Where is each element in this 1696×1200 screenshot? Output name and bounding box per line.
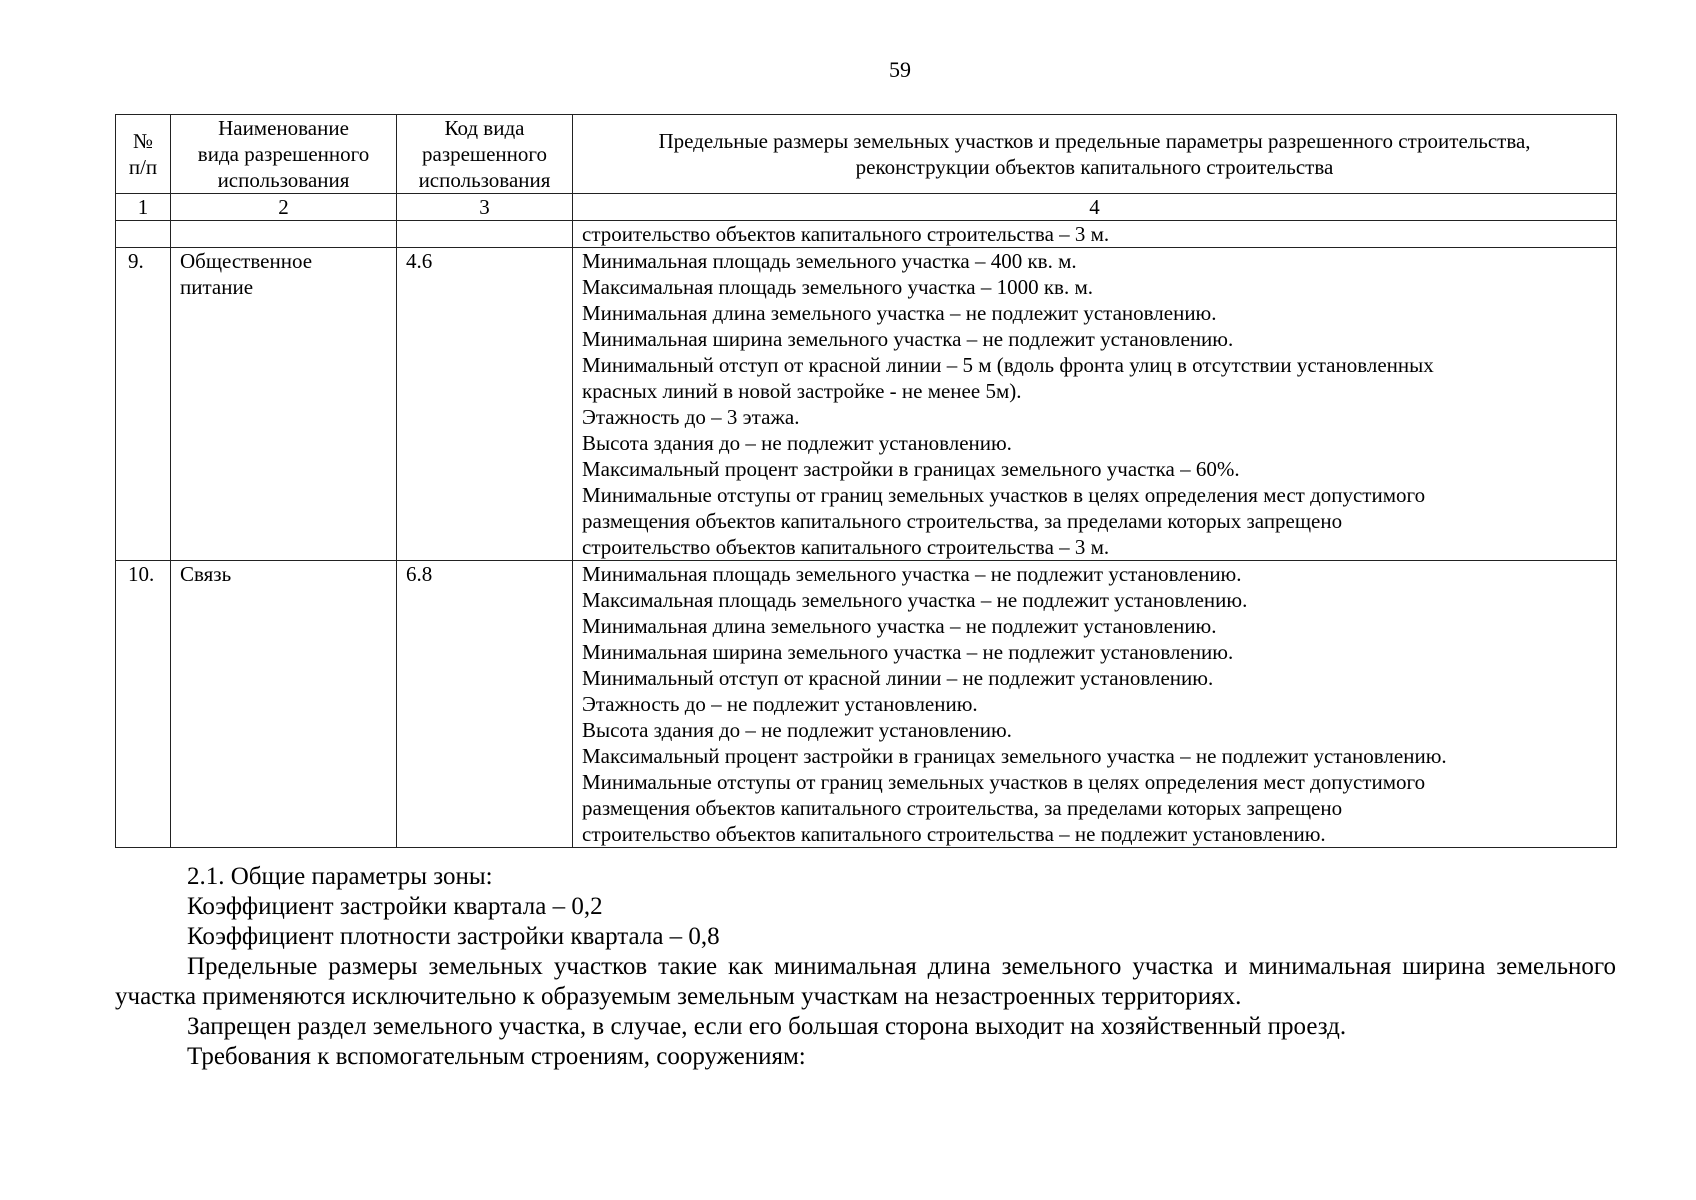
parameter-line: Минимальная ширина земельного участка – не подлежит установлению.	[582, 327, 1234, 351]
row-number-cell: 10.	[116, 561, 171, 848]
column-number-row	[116, 194, 1617, 221]
use-code-cell	[397, 221, 573, 248]
header-use-code: Код вида разрешенного использования	[397, 115, 573, 194]
table-row	[116, 561, 1617, 848]
column-number: 1	[116, 194, 171, 221]
parameter-line: Минимальные отступы от границ земельных участков в целях определения мест допустимого	[582, 770, 1426, 794]
body-paragraph: Запрещен раздел земельного участка, в случае, если его большая сторона выходит на хозяйственный проезд.	[187, 1013, 1347, 1040]
parameter-line: Максимальная площадь земельного участка – не подлежит установлению.	[582, 588, 1248, 612]
parameter-line: Минимальная ширина земельного участка – не подлежит установлению.	[582, 640, 1234, 664]
header-parameters: Предельные размеры земельных участков и предельные параметры разрешенного строительства, реконструкции объектов капитального строительства	[573, 115, 1617, 194]
use-name-cell: Общественное питание	[171, 248, 397, 561]
parameter-line: Минимальные отступы от границ земельных участков в целях определения мест допустимого	[582, 483, 1426, 507]
use-code-cell: 6.8	[397, 561, 573, 848]
body-paragraph: Требования к вспомогательным строениям, сооружениям:	[187, 1043, 806, 1070]
parameter-line: размещения объектов капитального строительства, за пределами которых запрещено	[582, 796, 1343, 820]
header-use-name: Наименование вида разрешенного использования	[171, 115, 397, 194]
use-code-cell: 4.6	[397, 248, 573, 561]
parameters-cell	[573, 221, 1617, 248]
parameter-line: строительство объектов капитального строительства – 3 м.	[582, 535, 1110, 559]
parameter-line: Максимальный процент застройки в границах земельного участка – не подлежит установлению.	[582, 744, 1447, 768]
parameters-cell	[573, 561, 1617, 848]
body-paragraph: Предельные размеры земельных участков такие как минимальная длина земельного участка и минимальная ширина земельного участка применяются исключительно к образуемым земельным участкам на незастроенных территориях.	[115, 953, 1616, 1010]
column-number: 4	[573, 194, 1617, 221]
zone-parameters-table	[115, 114, 1617, 848]
parameter-line: Высота здания до – не подлежит установлению.	[582, 431, 1012, 455]
parameter-line: Высота здания до – не подлежит установлению.	[582, 718, 1012, 742]
body-paragraph: Коэффициент застройки квартала – 0,2	[187, 893, 603, 920]
parameter-line: размещения объектов капитального строительства, за пределами которых запрещено	[582, 509, 1343, 533]
parameter-line: Минимальный отступ от красной линии – не подлежит установлению.	[582, 666, 1214, 690]
table-header-row	[116, 115, 1617, 194]
page-number: 59	[889, 57, 911, 82]
parameter-line: Минимальная длина земельного участка – не подлежит установлению.	[582, 301, 1217, 325]
parameter-line: строительство объектов капитального строительства – не подлежит установлению.	[582, 822, 1326, 846]
parameter-line: Этажность до – не подлежит установлению.	[582, 692, 978, 716]
row-number-cell	[116, 221, 171, 248]
use-name-cell	[171, 221, 397, 248]
row-number-cell: 9.	[116, 248, 171, 561]
zone-general-parameters	[115, 862, 1616, 1072]
parameter-line: красных линий в новой застройке - не менее 5м).	[582, 379, 1022, 403]
column-number: 2	[171, 194, 397, 221]
section-heading: 2.1. Общие параметры зоны:	[187, 863, 493, 890]
parameter-line: Максимальный процент застройки в границах земельного участка – 60%.	[582, 457, 1240, 481]
body-paragraph: Коэффициент плотности застройки квартала – 0,8	[187, 923, 720, 950]
column-number: 3	[397, 194, 573, 221]
table-row	[116, 248, 1617, 561]
parameter-line: Минимальный отступ от красной линии – 5 м (вдоль фронта улиц в отсутствии установленных	[582, 353, 1434, 377]
table-row-continuation	[116, 221, 1617, 248]
parameter-line: строительство объектов капитального строительства – 3 м.	[582, 222, 1110, 246]
parameter-line: Минимальная длина земельного участка – не подлежит установлению.	[582, 614, 1217, 638]
parameter-line: Минимальная площадь земельного участка – 400 кв. м.	[582, 249, 1077, 273]
use-name-cell: Связь	[171, 561, 397, 848]
header-number: № п/п	[116, 115, 171, 194]
parameter-line: Максимальная площадь земельного участка – 1000 кв. м.	[582, 275, 1093, 299]
parameter-line: Этажность до – 3 этажа.	[582, 405, 800, 429]
parameters-cell	[573, 248, 1617, 561]
parameter-line: Минимальная площадь земельного участка – не подлежит установлению.	[582, 562, 1242, 586]
